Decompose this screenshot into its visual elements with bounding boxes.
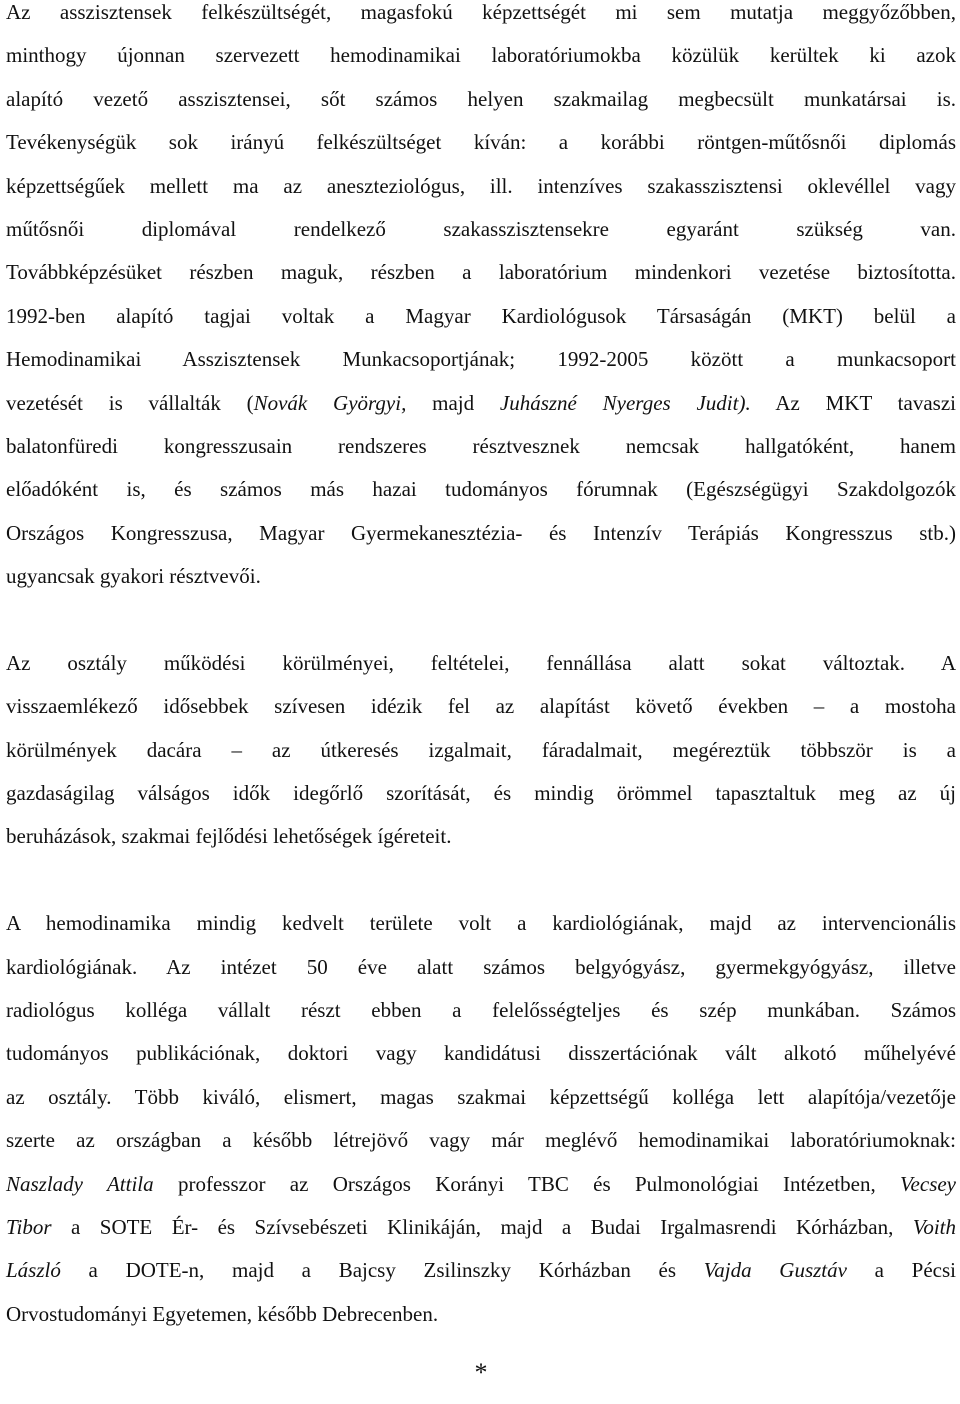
text-run: a Pécsi xyxy=(846,1258,956,1283)
text-line xyxy=(6,1119,956,1162)
italic-name: Naszlady Attila xyxy=(6,1171,154,1196)
text-run: A hemodinamika mindig kedvelt területe volt a kardiológiának, majd az intervencionális xyxy=(6,911,956,936)
text-line xyxy=(6,425,956,468)
text-run: ugyancsak gyakori résztvevői. xyxy=(6,564,261,589)
text-run: balatonfüredi kongresszusain rendszeres résztvesznek nemcsak hallgatóként, hanem xyxy=(6,433,956,458)
text-line xyxy=(6,729,956,772)
text-line xyxy=(6,338,956,381)
text-line xyxy=(6,1293,956,1336)
text-line xyxy=(6,78,956,121)
text-run: Az asszisztensek felkészültségét, magasfokú képzettségét mi sem mutatja meggyőzőbben, xyxy=(6,0,956,24)
text-line xyxy=(6,295,956,338)
text-line xyxy=(6,1206,956,1249)
text-line xyxy=(6,382,956,425)
text-run: minthogy újonnan szervezett hemodinamikai laboratóriumokba közülük kerültek ki azok xyxy=(6,43,956,68)
text-run: a DOTE-n, majd a Bajcsy Zsilinszky Kórházban és xyxy=(60,1258,704,1283)
text-line xyxy=(6,251,956,294)
text-run: 1992-ben alapító tagjai voltak a Magyar Kardiológusok Társaságán (MKT) belül a xyxy=(6,303,956,328)
body-text xyxy=(6,0,956,1336)
text-line xyxy=(6,1163,956,1206)
text-run: gazdaságilag válságos idők idegőrlő szorítását, és mindig örömmel tapasztaltuk meg az új xyxy=(6,781,956,806)
text-run: Az osztály működési körülményei, feltételei, fennállása alatt sokat változtak. A xyxy=(6,650,956,675)
paragraph-3 xyxy=(6,902,956,1336)
italic-name: Vecsey xyxy=(900,1171,957,1196)
text-run: képzettségűek mellett ma az aneszteziológus, ill. intenzíves szakasszisztensi oklevéllel vagy xyxy=(6,173,956,198)
text-line xyxy=(6,468,956,511)
text-run: professzor az Országos Korányi TBC és Pulmonológiai Intézetben, xyxy=(153,1171,901,1196)
text-run: vezetését is vállalták ( xyxy=(6,390,254,415)
text-line xyxy=(6,685,956,728)
text-run: beruházások, szakmai fejlődési lehetőségek ígéreteit. xyxy=(6,824,452,849)
text-run: Orvostudományi Egyetemen, később Debrecenben. xyxy=(6,1301,439,1326)
paragraph-1 xyxy=(6,0,956,598)
text-line xyxy=(6,772,956,815)
text-line xyxy=(6,512,956,555)
text-run: a SOTE Ér- és Szívsebészeti Klinikáján, majd a Budai Irgalmasrendi Kórházban, xyxy=(51,1214,913,1239)
text-run: Tevékenységük sok irányú felkészültséget kíván: a korábbi röntgen-műtősnői diplomás xyxy=(6,130,956,155)
text-run: Hemodinamikai Asszisztensek Munkacsoportjának; 1992-2005 között a munkacsoport xyxy=(6,347,956,372)
paragraph-gap xyxy=(6,598,956,641)
text-run: Országos Kongresszusa, Magyar Gyermekanesztézia- és Intenzív Terápiás Kongresszus stb.) xyxy=(6,520,956,545)
text-run: szerte az országban a később létrejövő vagy már meglévő hemodinamikai laboratóriumoknak: xyxy=(6,1128,956,1153)
text-line xyxy=(6,208,956,251)
italic-name: László xyxy=(6,1258,61,1283)
text-line xyxy=(6,1249,956,1292)
italic-name: Tibor xyxy=(6,1214,52,1239)
text-line xyxy=(6,1076,956,1119)
italic-name: Vajda Gusztáv xyxy=(703,1258,847,1283)
text-line xyxy=(6,642,956,685)
text-line xyxy=(6,946,956,989)
italic-name: Voith xyxy=(912,1214,956,1239)
text-line xyxy=(6,0,956,34)
text-line xyxy=(6,121,956,164)
text-run: tudományos publikációnak, doktori vagy kandidátusi disszertációnak vált alkotó műhelyévé xyxy=(6,1041,956,1066)
section-separator: * xyxy=(474,1358,488,1388)
text-line xyxy=(6,555,956,598)
text-line xyxy=(6,815,956,858)
text-run: kardiológiának. Az intézet 50 éve alatt számos belgyógyász, gyermekgyógyász, illetve xyxy=(6,954,956,979)
text-line xyxy=(6,34,956,77)
text-run: az osztály. Több kiváló, elismert, magas szakmai képzettségű kolléga lett alapítója/vezetője xyxy=(6,1084,956,1109)
text-run: majd xyxy=(406,390,500,415)
document-page xyxy=(6,0,956,1395)
text-line xyxy=(6,1032,956,1075)
text-line xyxy=(6,165,956,208)
text-run: körülmények dacára – az útkeresés izgalmait, fáradalmait, megéreztük többször is a xyxy=(6,737,956,762)
text-run: radiológus kollégа vállalt részt ebben a felelősségteljes és szép munkában. Számos xyxy=(6,997,956,1022)
paragraph-gap xyxy=(6,859,956,902)
italic-name: Juhászné Nyerges Judit). xyxy=(499,390,751,415)
text-run: műtősnői diplomával rendelkező szakasszisztensekre egyaránt szükség van. xyxy=(6,216,956,241)
text-run: Az MKT tavaszi xyxy=(750,390,956,415)
text-run: visszaemlékező idősebbek szívesen idézik fel az alapítást követő években – a mostoha xyxy=(6,694,956,719)
text-run: Továbbképzésüket részben maguk, részben a laboratórium mindenkori vezetése biztosította. xyxy=(6,260,956,285)
text-line xyxy=(6,989,956,1032)
italic-name: Novák Györgyi, xyxy=(253,390,407,415)
text-run: előadóként is, és számos más hazai tudományos fórumnak (Egészségügyi Szakdolgozók xyxy=(6,477,956,502)
paragraph-2 xyxy=(6,642,956,859)
text-line xyxy=(6,902,956,945)
text-run: alapító vezető asszisztensei, sőt számos helyen szakmailag megbecsült munkatársai is. xyxy=(6,86,956,111)
